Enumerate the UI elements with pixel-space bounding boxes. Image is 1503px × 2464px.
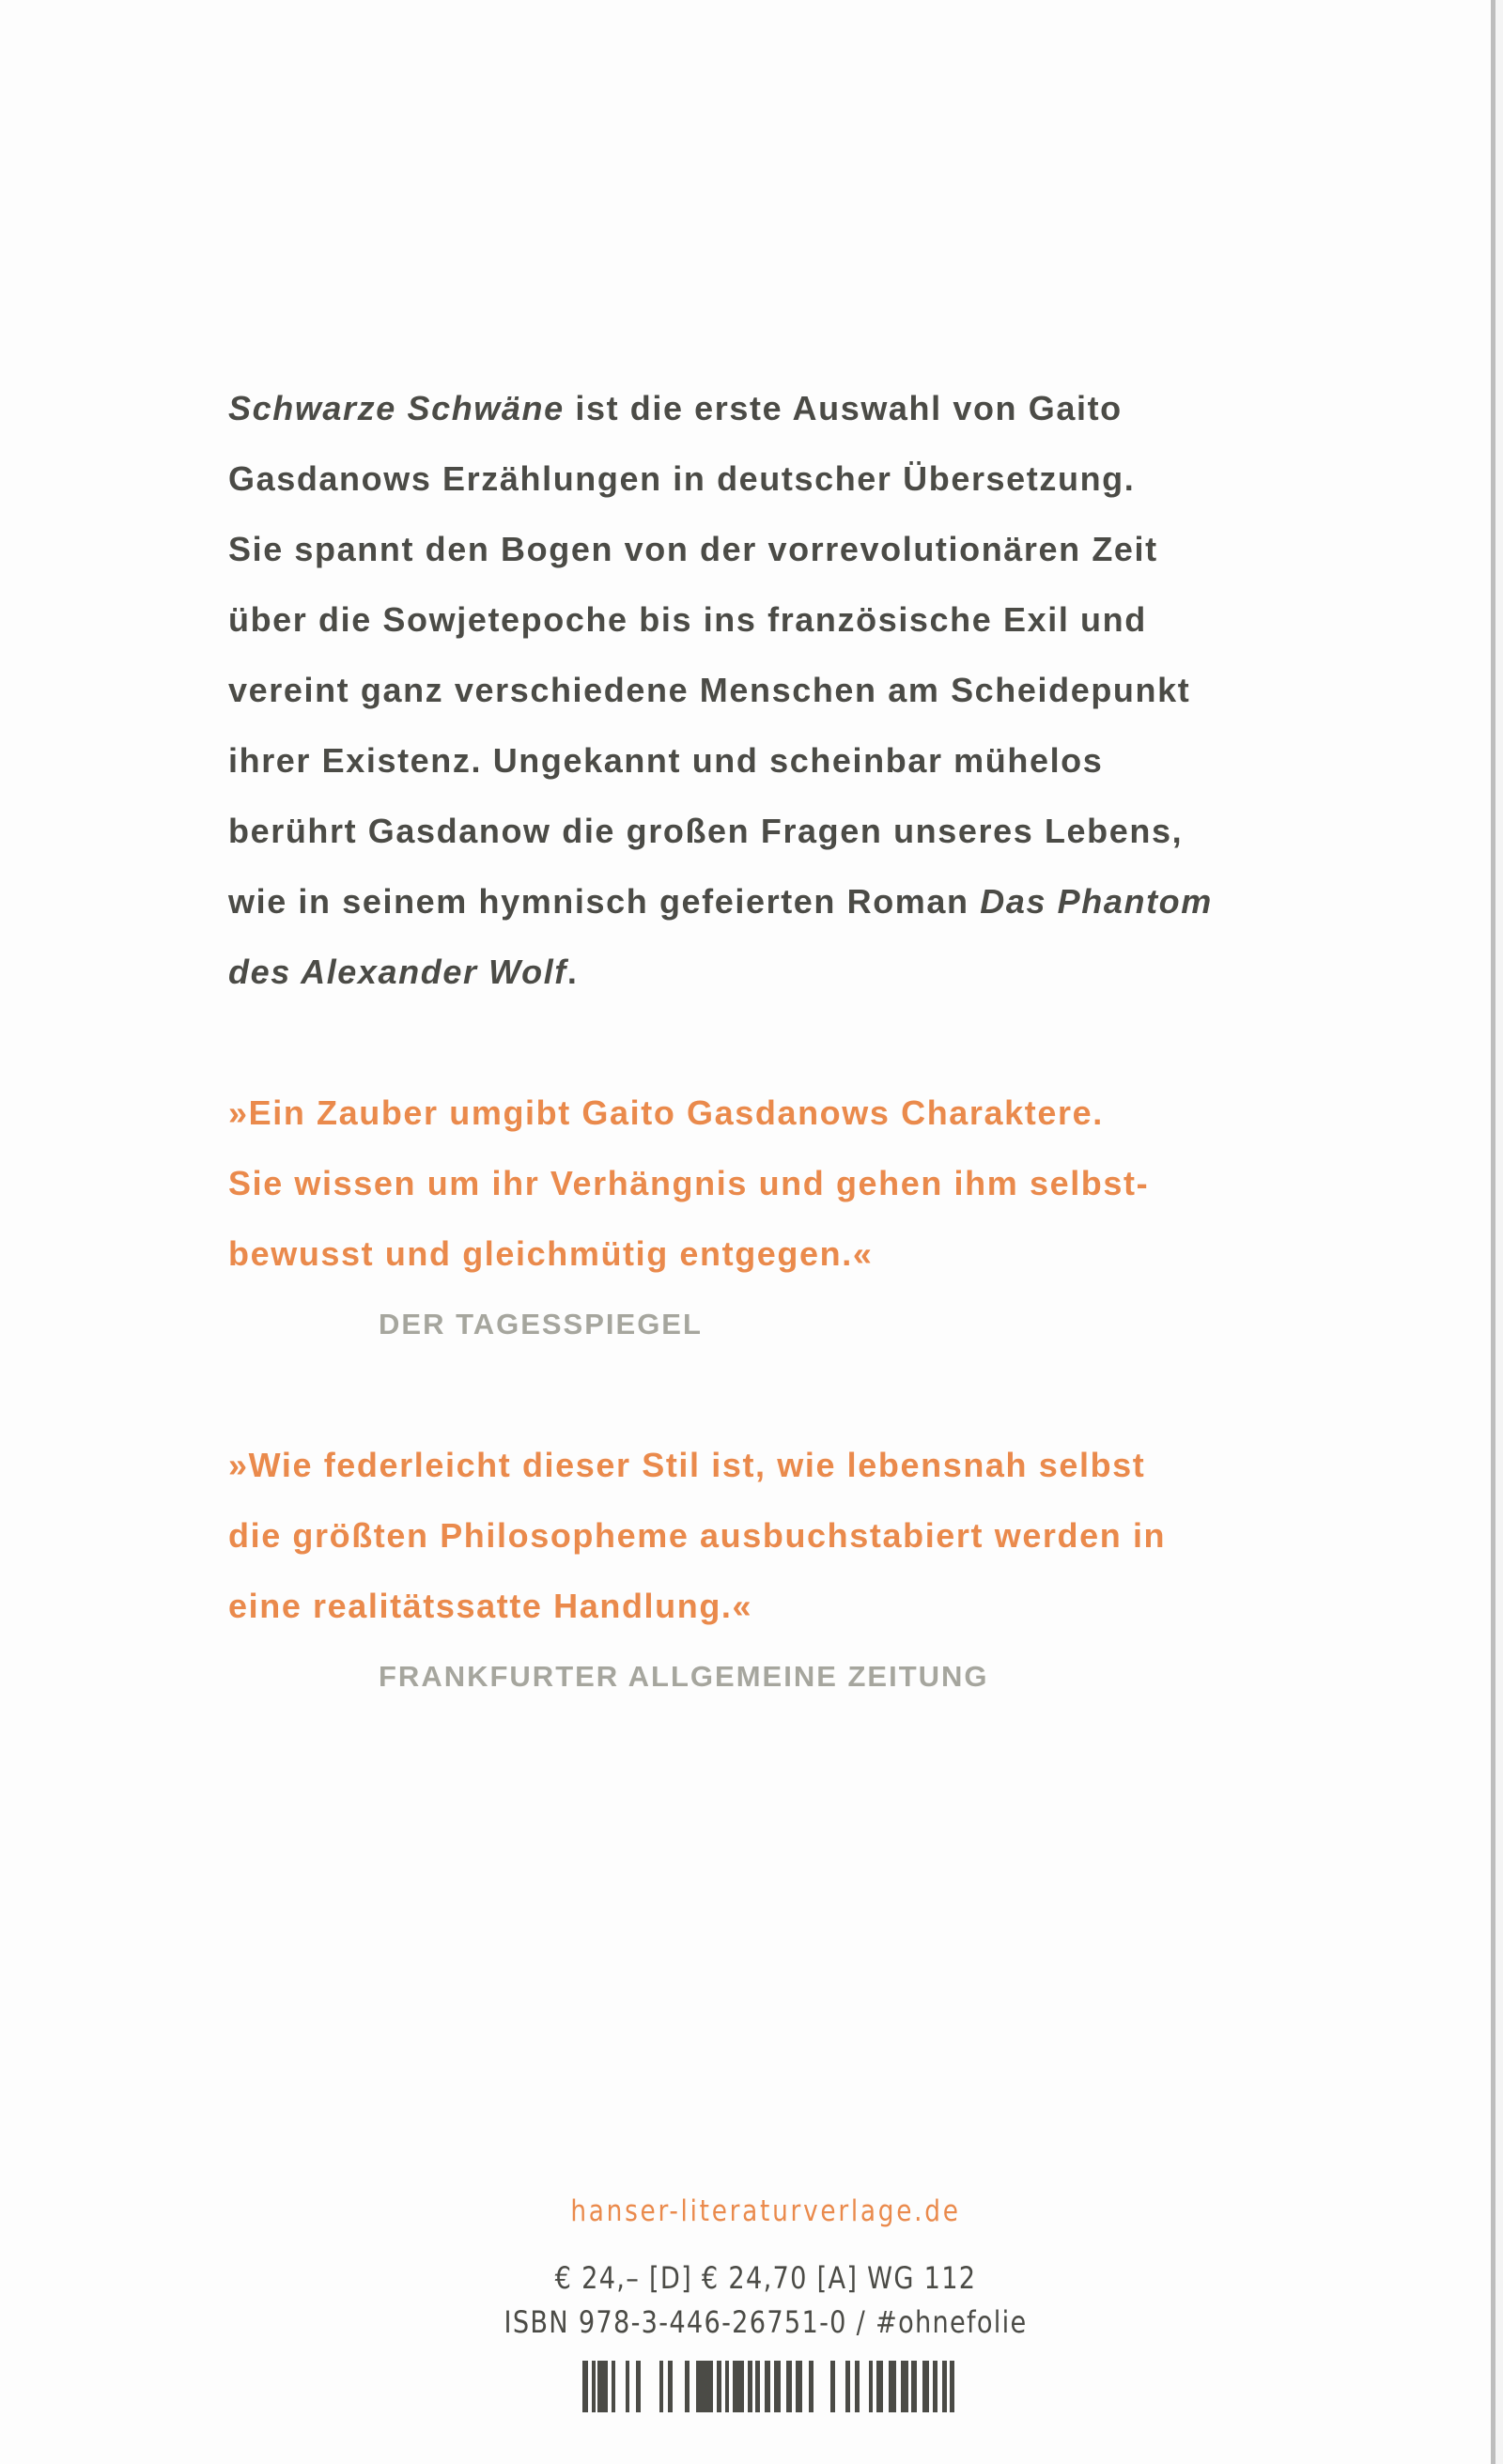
barcode-bar <box>911 2361 917 2412</box>
barcode-bar <box>869 2361 874 2412</box>
price-info: € 24,– [D] € 24,70 [A] WG 112 <box>554 2260 977 2296</box>
barcode-bar <box>809 2361 813 2412</box>
description-line <box>228 390 1123 427</box>
quote-2-line-3: eine realitätssatte Handlung.« <box>228 1587 753 1625</box>
barcode-bar <box>748 2361 752 2412</box>
quote-1-line-2: Sie wissen um ihr Verhängnis und gehen ihm selbst- <box>228 1164 1150 1202</box>
description-text: Gasdanows Erzählungen in deutscher Übersetzung. <box>228 459 1136 498</box>
barcode-bar <box>922 2361 930 2412</box>
barcode-bar <box>668 2361 673 2412</box>
italic-title-text: des Alexander Wolf <box>228 953 567 991</box>
barcode-bar <box>855 2361 860 2412</box>
barcode-bar <box>612 2361 616 2412</box>
quote-1-line-3: bewusst und gleichmütig entgegen.« <box>228 1234 874 1273</box>
barcode-bar <box>725 2361 730 2412</box>
description-text: vereint ganz verschiedene Menschen am Scheidepunkt <box>228 671 1191 709</box>
barcode-bar <box>755 2361 760 2412</box>
barcode-bar <box>597 2361 608 2412</box>
barcode-bar <box>774 2361 782 2412</box>
italic-title-text: Das Phantom <box>980 882 1213 921</box>
description-text: . <box>566 953 579 991</box>
barcode-bar <box>765 2361 770 2412</box>
description-text: ist die erste Auswahl von Gaito <box>564 389 1123 427</box>
barcode-bar <box>582 2361 588 2412</box>
quote-2-source: FRANKFURTER ALLGEMEINE ZEITUNG <box>379 1660 989 1693</box>
barcode-icon <box>582 2361 953 2412</box>
description-line <box>228 601 1147 639</box>
quote-1-line-1: »Ein Zauber umgibt Gaito Gasdanows Charaktere. <box>228 1093 1104 1132</box>
description-line <box>228 531 1158 568</box>
description-line <box>228 742 1103 780</box>
barcode-bar <box>876 2361 884 2412</box>
description-line <box>228 953 579 991</box>
isbn-info: ISBN 978-3-446-26751-0 / #ohnefolie <box>504 2304 1028 2340</box>
barcode-bar <box>592 2361 597 2412</box>
barcode-bar <box>942 2361 947 2412</box>
description-text: wie in seinem hymnisch gefeierten Roman <box>228 882 981 921</box>
barcode-bar <box>830 2361 835 2412</box>
description-line <box>228 460 1135 498</box>
barcode-bar <box>717 2361 721 2412</box>
description-line <box>228 813 1183 850</box>
page-edge-margin <box>1495 0 1503 2464</box>
barcode-bar <box>685 2361 690 2412</box>
quote-2-line-2: die größten Philosopheme ausbuchstabiert werden in <box>228 1516 1167 1555</box>
barcode-bar <box>733 2361 744 2412</box>
barcode-bar <box>901 2361 908 2412</box>
barcode-bar <box>950 2361 954 2412</box>
description-line <box>228 672 1190 709</box>
barcode-bar <box>659 2361 664 2412</box>
barcode-bar <box>889 2361 896 2412</box>
description-text: über die Sowjetepoche bis ins französische Exil und <box>228 600 1147 639</box>
quote-1-source: DER TAGESSPIEGEL <box>379 1308 703 1340</box>
italic-title-text: Schwarze Schwäne <box>228 389 565 427</box>
barcode-bar <box>696 2361 713 2412</box>
barcode-bar <box>933 2361 937 2412</box>
description-text: berührt Gasdanow die großen Fragen unseres Lebens, <box>228 812 1184 850</box>
barcode-bar <box>626 2361 630 2412</box>
publisher-website-link[interactable]: hanser-literaturverlage.de <box>570 2194 961 2228</box>
description-text: Sie spannt den Bogen von der vorrevolutionären Zeit <box>228 530 1158 568</box>
description-line <box>228 883 1213 921</box>
barcode-bar <box>796 2361 803 2412</box>
barcode-bar <box>845 2361 850 2412</box>
barcode-bar <box>636 2361 641 2412</box>
quote-2-line-1: »Wie federleicht dieser Stil ist, wie lebensnah selbst <box>228 1446 1146 1484</box>
barcode-bar <box>786 2361 792 2412</box>
description-text: ihrer Existenz. Ungekannt und scheinbar mühelos <box>228 741 1104 780</box>
